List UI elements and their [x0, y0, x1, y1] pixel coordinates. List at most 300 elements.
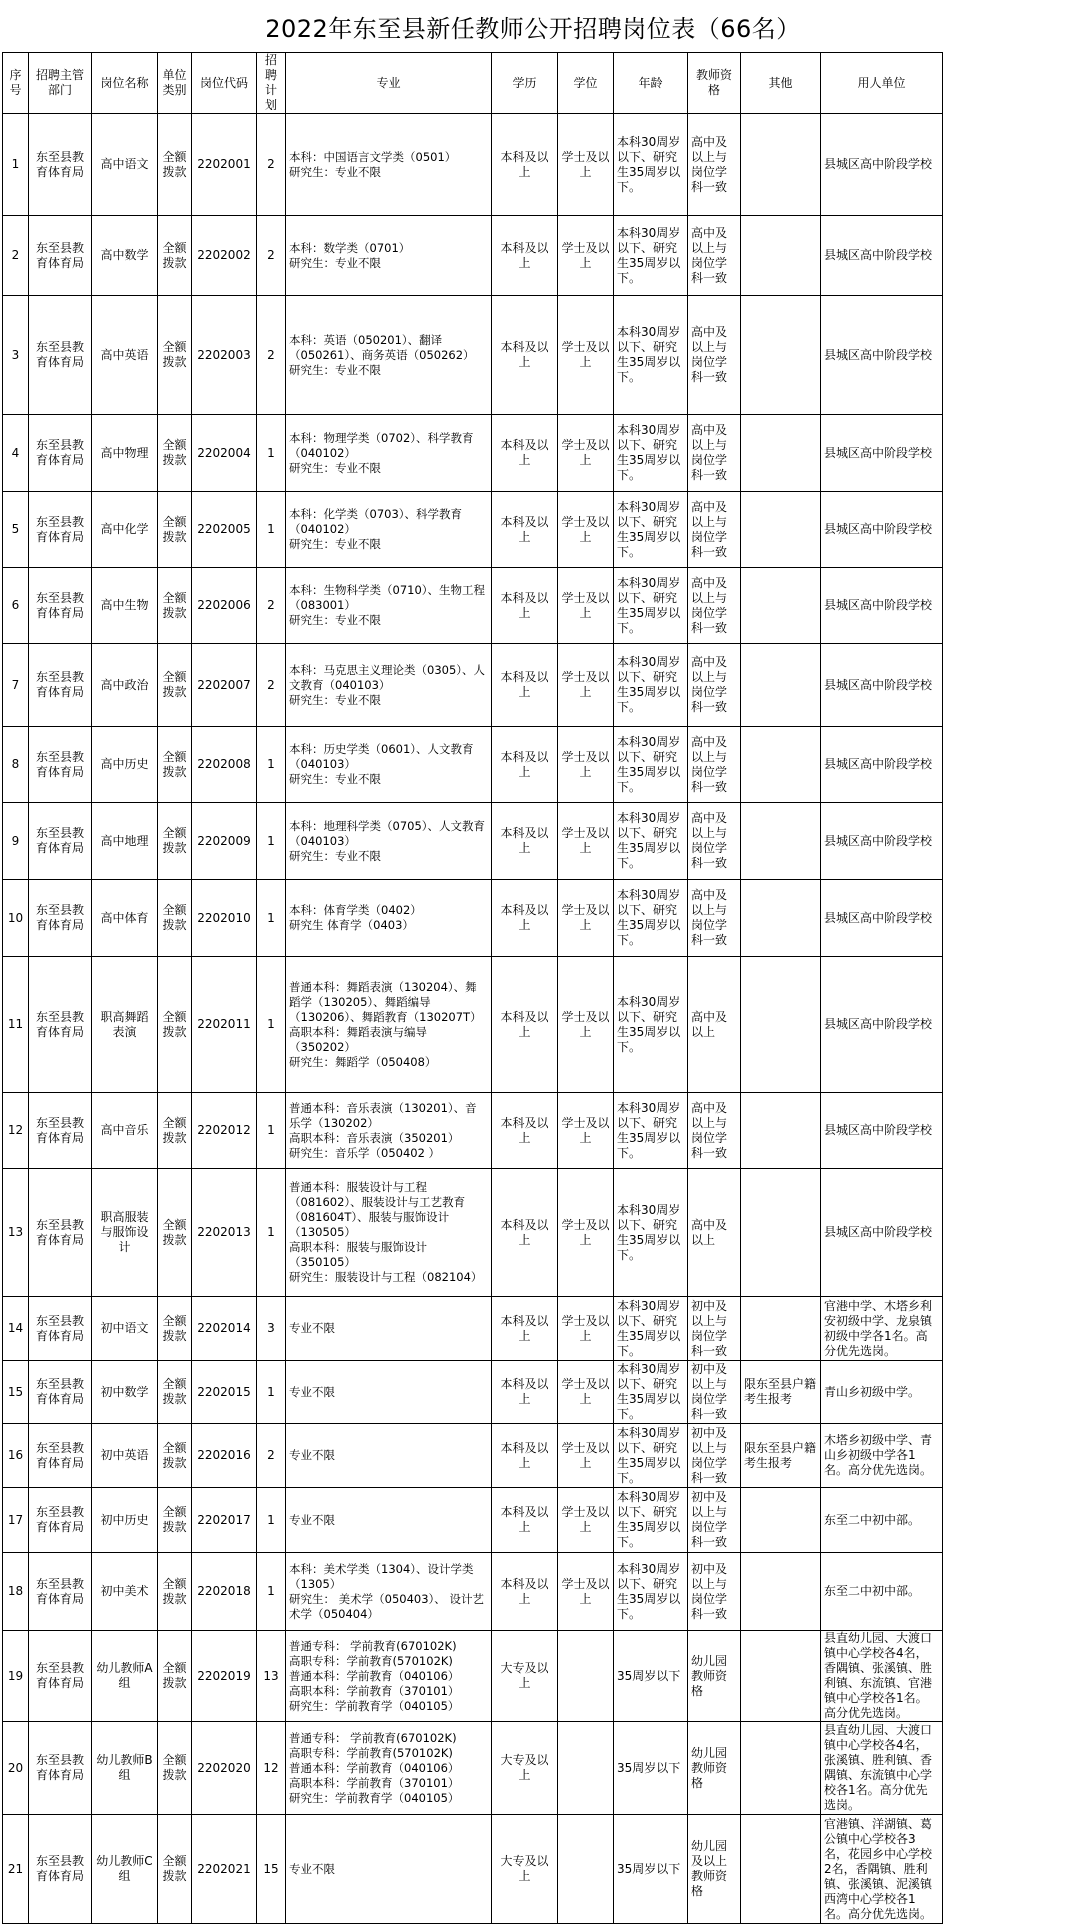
cell-dept: 东至县教育体育局: [29, 1361, 92, 1424]
cell-age: 本科30周岁以下、研究生35周岁以下。: [614, 880, 688, 957]
cell-employer: 县城区高中阶段学校: [821, 216, 943, 296]
cell-unit-type: 全额拨款: [158, 1815, 192, 1924]
cell-plan: 15: [257, 1815, 286, 1924]
cell-employer: 县直幼儿园、大渡口镇中心学校各4名，香隅镇、张溪镇、胜利镇、东流镇、官港镇中心学校各1名。高分优先选岗。: [821, 1631, 943, 1722]
cell-plan: 2: [257, 296, 286, 415]
cell-seq: 16: [3, 1424, 29, 1488]
cell-dept: 东至县教育体育局: [29, 1424, 92, 1488]
cell-age: 本科30周岁以下、研究生35周岁以下。: [614, 1361, 688, 1424]
cell-degree: 学士及以上: [558, 114, 614, 216]
cell-other: [741, 568, 821, 644]
table-row: [3, 1093, 943, 1169]
cell-unit-type: 全额拨款: [158, 415, 192, 492]
cell-dept: 东至县教育体育局: [29, 216, 92, 296]
cell-seq: 2: [3, 216, 29, 296]
cell-age: 本科30周岁以下、研究生35周岁以下。: [614, 415, 688, 492]
cell-position: 幼儿教师B组: [92, 1722, 158, 1815]
cell-other: [741, 1169, 821, 1297]
cell-qualification: 初中及以上与岗位学科一致: [688, 1297, 741, 1361]
cell-education: 本科及以上: [492, 415, 558, 492]
cell-dept: 东至县教育体育局: [29, 1722, 92, 1815]
cell-employer: 木塔乡初级中学、青山乡初级中学各1名。高分优先选岗。: [821, 1424, 943, 1488]
cell-position: 高中地理: [92, 803, 158, 880]
cell-code: 2202002: [192, 216, 257, 296]
cell-seq: 5: [3, 492, 29, 568]
cell-employer: 县城区高中阶段学校: [821, 492, 943, 568]
cell-other: [741, 1631, 821, 1722]
cell-code: 2202001: [192, 114, 257, 216]
cell-age: 35周岁以下: [614, 1815, 688, 1924]
cell-unit-type: 全额拨款: [158, 1169, 192, 1297]
cell-major: 专业不限: [286, 1488, 492, 1553]
cell-degree: 学士及以上: [558, 1361, 614, 1424]
cell-education: 本科及以上: [492, 1297, 558, 1361]
cell-education: 本科及以上: [492, 1553, 558, 1631]
table-row: [3, 114, 943, 216]
header-major: 专业: [286, 53, 492, 114]
cell-employer: 县城区高中阶段学校: [821, 296, 943, 415]
cell-code: 2202007: [192, 644, 257, 727]
table-row: [3, 1361, 943, 1424]
cell-degree: 学士及以上: [558, 957, 614, 1093]
cell-employer: 官港中学、木塔乡利安初级中学、龙泉镇初级中学各1名。高分优先选岗。: [821, 1297, 943, 1361]
cell-other: [741, 1722, 821, 1815]
cell-dept: 东至县教育体育局: [29, 1169, 92, 1297]
cell-qualification: 高中及以上与岗位学科一致: [688, 727, 741, 803]
cell-dept: 东至县教育体育局: [29, 1297, 92, 1361]
cell-employer: 县城区高中阶段学校: [821, 957, 943, 1093]
cell-degree: [558, 1815, 614, 1924]
cell-code: 2202003: [192, 296, 257, 415]
cell-unit-type: 全额拨款: [158, 1093, 192, 1169]
cell-education: 大专及以上: [492, 1722, 558, 1815]
header-education: 学历: [492, 53, 558, 114]
cell-code: 2202005: [192, 492, 257, 568]
table-row: [3, 1297, 943, 1361]
cell-code: 2202015: [192, 1361, 257, 1424]
cell-code: 2202011: [192, 957, 257, 1093]
table-row: [3, 492, 943, 568]
cell-degree: 学士及以上: [558, 1169, 614, 1297]
cell-other: [741, 216, 821, 296]
cell-other: [741, 1815, 821, 1924]
cell-age: 本科30周岁以下、研究生35周岁以下。: [614, 803, 688, 880]
cell-unit-type: 全额拨款: [158, 216, 192, 296]
cell-education: 本科及以上: [492, 727, 558, 803]
cell-education: 本科及以上: [492, 296, 558, 415]
recruitment-table: [2, 52, 943, 1924]
cell-dept: 东至县教育体育局: [29, 296, 92, 415]
cell-code: 2202013: [192, 1169, 257, 1297]
cell-unit-type: 全额拨款: [158, 296, 192, 415]
table-row: [3, 415, 943, 492]
cell-education: 本科及以上: [492, 1424, 558, 1488]
cell-employer: 东至二中初中部。: [821, 1553, 943, 1631]
header-plan: 招聘计划: [257, 53, 286, 114]
cell-position: 高中数学: [92, 216, 158, 296]
cell-position: 初中历史: [92, 1488, 158, 1553]
cell-seq: 13: [3, 1169, 29, 1297]
cell-code: 2202017: [192, 1488, 257, 1553]
cell-unit-type: 全额拨款: [158, 880, 192, 957]
cell-qualification: 幼儿园教师资格: [688, 1631, 741, 1722]
cell-degree: 学士及以上: [558, 1093, 614, 1169]
table-row: [3, 216, 943, 296]
cell-unit-type: 全额拨款: [158, 803, 192, 880]
cell-code: 2202012: [192, 1093, 257, 1169]
cell-unit-type: 全额拨款: [158, 1722, 192, 1815]
cell-major: 本科：物理学类（0702）、科学教育（040102） 研究生：专业不限: [286, 415, 492, 492]
cell-employer: 县城区高中阶段学校: [821, 644, 943, 727]
cell-dept: 东至县教育体育局: [29, 957, 92, 1093]
cell-code: 2202014: [192, 1297, 257, 1361]
cell-major: 普通专科： 学前教育(670102K) 高职专科：学前教育(570102K) 普通本科：学前教育（040106） 高职本科：学前教育（370101） 研究生：学前教育学（040105）: [286, 1722, 492, 1815]
cell-position: 初中美术: [92, 1553, 158, 1631]
cell-seq: 17: [3, 1488, 29, 1553]
cell-plan: 1: [257, 415, 286, 492]
cell-employer: 县城区高中阶段学校: [821, 803, 943, 880]
cell-degree: 学士及以上: [558, 1553, 614, 1631]
cell-age: 本科30周岁以下、研究生35周岁以下。: [614, 216, 688, 296]
cell-unit-type: 全额拨款: [158, 1488, 192, 1553]
cell-employer: 县直幼儿园、大渡口镇中心学校各4名，张溪镇、胜利镇、香隅镇、东流镇中心学校各1名。高分优先选岗。: [821, 1722, 943, 1815]
cell-dept: 东至县教育体育局: [29, 568, 92, 644]
table-row: [3, 1553, 943, 1631]
table-row: [3, 644, 943, 727]
cell-dept: 东至县教育体育局: [29, 492, 92, 568]
table-row: [3, 1424, 943, 1488]
cell-other: [741, 1488, 821, 1553]
cell-unit-type: 全额拨款: [158, 644, 192, 727]
cell-position: 幼儿教师C组: [92, 1815, 158, 1924]
cell-major: 专业不限: [286, 1815, 492, 1924]
header-age: 年龄: [614, 53, 688, 114]
cell-qualification: 幼儿园教师资格: [688, 1722, 741, 1815]
cell-education: 本科及以上: [492, 1169, 558, 1297]
cell-age: 35周岁以下: [614, 1722, 688, 1815]
cell-qualification: 高中及以上与岗位学科一致: [688, 644, 741, 727]
cell-position: 初中数学: [92, 1361, 158, 1424]
cell-education: 本科及以上: [492, 803, 558, 880]
cell-degree: 学士及以上: [558, 1424, 614, 1488]
cell-plan: 1: [257, 880, 286, 957]
cell-qualification: 初中及以上与岗位学科一致: [688, 1553, 741, 1631]
table-row: [3, 296, 943, 415]
cell-degree: 学士及以上: [558, 727, 614, 803]
cell-age: 本科30周岁以下、研究生35周岁以下。: [614, 1093, 688, 1169]
cell-other: [741, 114, 821, 216]
cell-degree: [558, 1722, 614, 1815]
cell-degree: 学士及以上: [558, 644, 614, 727]
cell-code: 2202018: [192, 1553, 257, 1631]
cell-age: 本科30周岁以下、研究生35周岁以下。: [614, 727, 688, 803]
table-row: [3, 1722, 943, 1815]
header-degree: 学位: [558, 53, 614, 114]
cell-qualification: 高中及以上与岗位学科一致: [688, 415, 741, 492]
cell-degree: 学士及以上: [558, 803, 614, 880]
cell-major: 本科：化学类（0703）、科学教育（040102） 研究生：专业不限: [286, 492, 492, 568]
cell-qualification: 高中及以上: [688, 957, 741, 1093]
cell-seq: 6: [3, 568, 29, 644]
cell-code: 2202009: [192, 803, 257, 880]
cell-position: 高中体育: [92, 880, 158, 957]
cell-major: 本科：历史学类（0601）、人文教育（040103） 研究生：专业不限: [286, 727, 492, 803]
cell-other: [741, 1297, 821, 1361]
cell-qualification: 高中及以上: [688, 1169, 741, 1297]
cell-other: [741, 727, 821, 803]
cell-unit-type: 全额拨款: [158, 114, 192, 216]
cell-major: 本科：地理科学类（0705）、人文教育（040103） 研究生：专业不限: [286, 803, 492, 880]
cell-age: 本科30周岁以下、研究生35周岁以下。: [614, 1297, 688, 1361]
cell-position: 初中语文: [92, 1297, 158, 1361]
cell-dept: 东至县教育体育局: [29, 1553, 92, 1631]
cell-plan: 2: [257, 216, 286, 296]
cell-plan: 1: [257, 1169, 286, 1297]
table-row: [3, 568, 943, 644]
cell-education: 本科及以上: [492, 492, 558, 568]
cell-plan: 1: [257, 1361, 286, 1424]
cell-education: 本科及以上: [492, 568, 558, 644]
cell-employer: 县城区高中阶段学校: [821, 114, 943, 216]
cell-degree: 学士及以上: [558, 1488, 614, 1553]
cell-plan: 13: [257, 1631, 286, 1722]
cell-education: 本科及以上: [492, 1488, 558, 1553]
cell-employer: 东至二中初中部。: [821, 1488, 943, 1553]
cell-age: 35周岁以下: [614, 1631, 688, 1722]
table-row: [3, 1815, 943, 1924]
header-seq: 序号: [3, 53, 29, 114]
header-dept: 招聘主管部门: [29, 53, 92, 114]
cell-unit-type: 全额拨款: [158, 1631, 192, 1722]
cell-other: [741, 957, 821, 1093]
cell-dept: 东至县教育体育局: [29, 1815, 92, 1924]
cell-employer: 县城区高中阶段学校: [821, 568, 943, 644]
cell-employer: 青山乡初级中学。: [821, 1361, 943, 1424]
cell-plan: 1: [257, 803, 286, 880]
cell-seq: 9: [3, 803, 29, 880]
cell-plan: 1: [257, 727, 286, 803]
cell-position: 初中英语: [92, 1424, 158, 1488]
cell-dept: 东至县教育体育局: [29, 1488, 92, 1553]
cell-qualification: 高中及以上与岗位学科一致: [688, 1093, 741, 1169]
cell-seq: 18: [3, 1553, 29, 1631]
cell-position: 高中生物: [92, 568, 158, 644]
cell-position: 幼儿教师A组: [92, 1631, 158, 1722]
cell-major: 专业不限: [286, 1297, 492, 1361]
cell-education: 本科及以上: [492, 880, 558, 957]
cell-seq: 7: [3, 644, 29, 727]
cell-education: 本科及以上: [492, 1093, 558, 1169]
cell-age: 本科30周岁以下、研究生35周岁以下。: [614, 1553, 688, 1631]
cell-education: 本科及以上: [492, 957, 558, 1093]
cell-qualification: 高中及以上与岗位学科一致: [688, 114, 741, 216]
cell-employer: 县城区高中阶段学校: [821, 727, 943, 803]
cell-seq: 20: [3, 1722, 29, 1815]
cell-qualification: 高中及以上与岗位学科一致: [688, 216, 741, 296]
cell-employer: 县城区高中阶段学校: [821, 1093, 943, 1169]
cell-unit-type: 全额拨款: [158, 1361, 192, 1424]
cell-qualification: 高中及以上与岗位学科一致: [688, 880, 741, 957]
table-row: [3, 1169, 943, 1297]
cell-unit-type: 全额拨款: [158, 1553, 192, 1631]
cell-seq: 8: [3, 727, 29, 803]
cell-position: 高中历史: [92, 727, 158, 803]
cell-employer: 官港镇、洋湖镇、葛公镇中心学校各3名，花园乡中心学校2名，香隅镇、胜利镇、张溪镇、泥溪镇西湾中心学校各1名。高分优先选岗。: [821, 1815, 943, 1924]
cell-major: 本科：中国语言文学类（0501） 研究生：专业不限: [286, 114, 492, 216]
cell-degree: 学士及以上: [558, 880, 614, 957]
cell-degree: 学士及以上: [558, 216, 614, 296]
table-row: [3, 1631, 943, 1722]
cell-education: 本科及以上: [492, 216, 558, 296]
cell-seq: 3: [3, 296, 29, 415]
cell-major: 本科：马克思主义理论类（0305）、人文教育（040103） 研究生：专业不限: [286, 644, 492, 727]
cell-unit-type: 全额拨款: [158, 1424, 192, 1488]
cell-education: 本科及以上: [492, 1361, 558, 1424]
cell-plan: 2: [257, 568, 286, 644]
cell-age: 本科30周岁以下、研究生35周岁以下。: [614, 492, 688, 568]
cell-unit-type: 全额拨款: [158, 568, 192, 644]
cell-code: 2202008: [192, 727, 257, 803]
cell-dept: 东至县教育体育局: [29, 644, 92, 727]
cell-employer: 县城区高中阶段学校: [821, 880, 943, 957]
cell-degree: 学士及以上: [558, 568, 614, 644]
cell-other: [741, 644, 821, 727]
cell-major: 专业不限: [286, 1361, 492, 1424]
header-row: [3, 53, 943, 114]
cell-employer: 县城区高中阶段学校: [821, 415, 943, 492]
cell-dept: 东至县教育体育局: [29, 727, 92, 803]
cell-age: 本科30周岁以下、研究生35周岁以下。: [614, 644, 688, 727]
cell-age: 本科30周岁以下、研究生35周岁以下。: [614, 296, 688, 415]
cell-other: [741, 880, 821, 957]
cell-dept: 东至县教育体育局: [29, 114, 92, 216]
cell-major: 普通本科：音乐表演（130201）、音乐学（130202） 高职本科：音乐表演（350201） 研究生：音乐学（050402 ）: [286, 1093, 492, 1169]
header-employer: 用人单位: [821, 53, 943, 114]
cell-seq: 11: [3, 957, 29, 1093]
cell-age: 本科30周岁以下、研究生35周岁以下。: [614, 1169, 688, 1297]
cell-plan: 3: [257, 1297, 286, 1361]
cell-other: [741, 415, 821, 492]
cell-plan: 1: [257, 492, 286, 568]
cell-age: 本科30周岁以下、研究生35周岁以下。: [614, 568, 688, 644]
cell-plan: 12: [257, 1722, 286, 1815]
cell-position: 高中音乐: [92, 1093, 158, 1169]
cell-plan: 2: [257, 1424, 286, 1488]
cell-education: 本科及以上: [492, 644, 558, 727]
cell-qualification: 高中及以上与岗位学科一致: [688, 296, 741, 415]
cell-other: 限东至县户籍考生报考: [741, 1361, 821, 1424]
cell-major: 本科：美术学类（1304）、设计学类（1305） 研究生： 美术学（050403）、 设计艺术学（050404）: [286, 1553, 492, 1631]
table-row: [3, 803, 943, 880]
cell-major: 本科：英语（050201）、翻译（050261）、商务英语（050262） 研究生：专业不限: [286, 296, 492, 415]
cell-qualification: 初中及以上与岗位学科一致: [688, 1488, 741, 1553]
cell-other: [741, 296, 821, 415]
cell-dept: 东至县教育体育局: [29, 415, 92, 492]
cell-seq: 14: [3, 1297, 29, 1361]
cell-seq: 21: [3, 1815, 29, 1924]
cell-dept: 东至县教育体育局: [29, 1093, 92, 1169]
cell-position: 高中化学: [92, 492, 158, 568]
cell-seq: 15: [3, 1361, 29, 1424]
cell-other: [741, 1093, 821, 1169]
header-position: 岗位名称: [92, 53, 158, 114]
cell-position: 高中语文: [92, 114, 158, 216]
cell-qualification: 高中及以上与岗位学科一致: [688, 492, 741, 568]
cell-qualification: 初中及以上与岗位学科一致: [688, 1424, 741, 1488]
cell-position: 职高服装与服饰设计: [92, 1169, 158, 1297]
cell-plan: 2: [257, 114, 286, 216]
cell-major: 普通本科：服装设计与工程（081602）、服装设计与工艺教育（081604T）、服装与服饰设计（130505） 高职本科：服装与服饰设计（350105） 研究生：服装设计与工程（082104）: [286, 1169, 492, 1297]
cell-position: 职高舞蹈表演: [92, 957, 158, 1093]
cell-other: [741, 492, 821, 568]
cell-other: 限东至县户籍考生报考: [741, 1424, 821, 1488]
header-qualification: 教师资格: [688, 53, 741, 114]
cell-degree: 学士及以上: [558, 415, 614, 492]
header-code: 岗位代码: [192, 53, 257, 114]
table-row: [3, 880, 943, 957]
cell-plan: 2: [257, 644, 286, 727]
cell-seq: 4: [3, 415, 29, 492]
cell-unit-type: 全额拨款: [158, 492, 192, 568]
cell-dept: 东至县教育体育局: [29, 803, 92, 880]
header-other: 其他: [741, 53, 821, 114]
cell-position: 高中英语: [92, 296, 158, 415]
cell-age: 本科30周岁以下、研究生35周岁以下。: [614, 114, 688, 216]
cell-code: 2202021: [192, 1815, 257, 1924]
cell-education: 大专及以上: [492, 1631, 558, 1722]
cell-code: 2202004: [192, 415, 257, 492]
table-row: [3, 727, 943, 803]
cell-position: 高中政治: [92, 644, 158, 727]
cell-major: 本科：体育学类（0402） 研究生 体育学（0403）: [286, 880, 492, 957]
cell-education: 大专及以上: [492, 1815, 558, 1924]
cell-unit-type: 全额拨款: [158, 1297, 192, 1361]
cell-qualification: 幼儿园及以上教师资格: [688, 1815, 741, 1924]
cell-other: [741, 803, 821, 880]
cell-age: 本科30周岁以下、研究生35周岁以下。: [614, 1488, 688, 1553]
cell-code: 2202006: [192, 568, 257, 644]
cell-qualification: 初中及以上与岗位学科一致: [688, 1361, 741, 1424]
cell-other: [741, 1553, 821, 1631]
cell-age: 本科30周岁以下、研究生35周岁以下。: [614, 1424, 688, 1488]
cell-dept: 东至县教育体育局: [29, 880, 92, 957]
cell-seq: 12: [3, 1093, 29, 1169]
cell-code: 2202010: [192, 880, 257, 957]
cell-major: 本科：生物科学类（0710）、生物工程（083001） 研究生：专业不限: [286, 568, 492, 644]
table-row: [3, 1488, 943, 1553]
cell-qualification: 高中及以上与岗位学科一致: [688, 803, 741, 880]
cell-dept: 东至县教育体育局: [29, 1631, 92, 1722]
cell-employer: 县城区高中阶段学校: [821, 1169, 943, 1297]
cell-position: 高中物理: [92, 415, 158, 492]
cell-degree: 学士及以上: [558, 492, 614, 568]
cell-plan: 1: [257, 1553, 286, 1631]
cell-code: 2202016: [192, 1424, 257, 1488]
page-title: 2022年东至县新任教师公开招聘岗位表（66名）: [265, 14, 801, 43]
cell-unit-type: 全额拨款: [158, 957, 192, 1093]
cell-major: 专业不限: [286, 1424, 492, 1488]
cell-plan: 1: [257, 1488, 286, 1553]
cell-plan: 1: [257, 957, 286, 1093]
cell-qualification: 高中及以上与岗位学科一致: [688, 568, 741, 644]
cell-education: 本科及以上: [492, 114, 558, 216]
cell-age: 本科30周岁以下、研究生35周岁以下。: [614, 957, 688, 1093]
cell-code: 2202020: [192, 1722, 257, 1815]
cell-code: 2202019: [192, 1631, 257, 1722]
cell-major: 普通专科： 学前教育(670102K) 高职专科：学前教育(570102K) 普通本科：学前教育（040106） 高职本科：学前教育（370101） 研究生：学前教育学（040105）: [286, 1631, 492, 1722]
cell-unit-type: 全额拨款: [158, 727, 192, 803]
cell-plan: 1: [257, 1093, 286, 1169]
